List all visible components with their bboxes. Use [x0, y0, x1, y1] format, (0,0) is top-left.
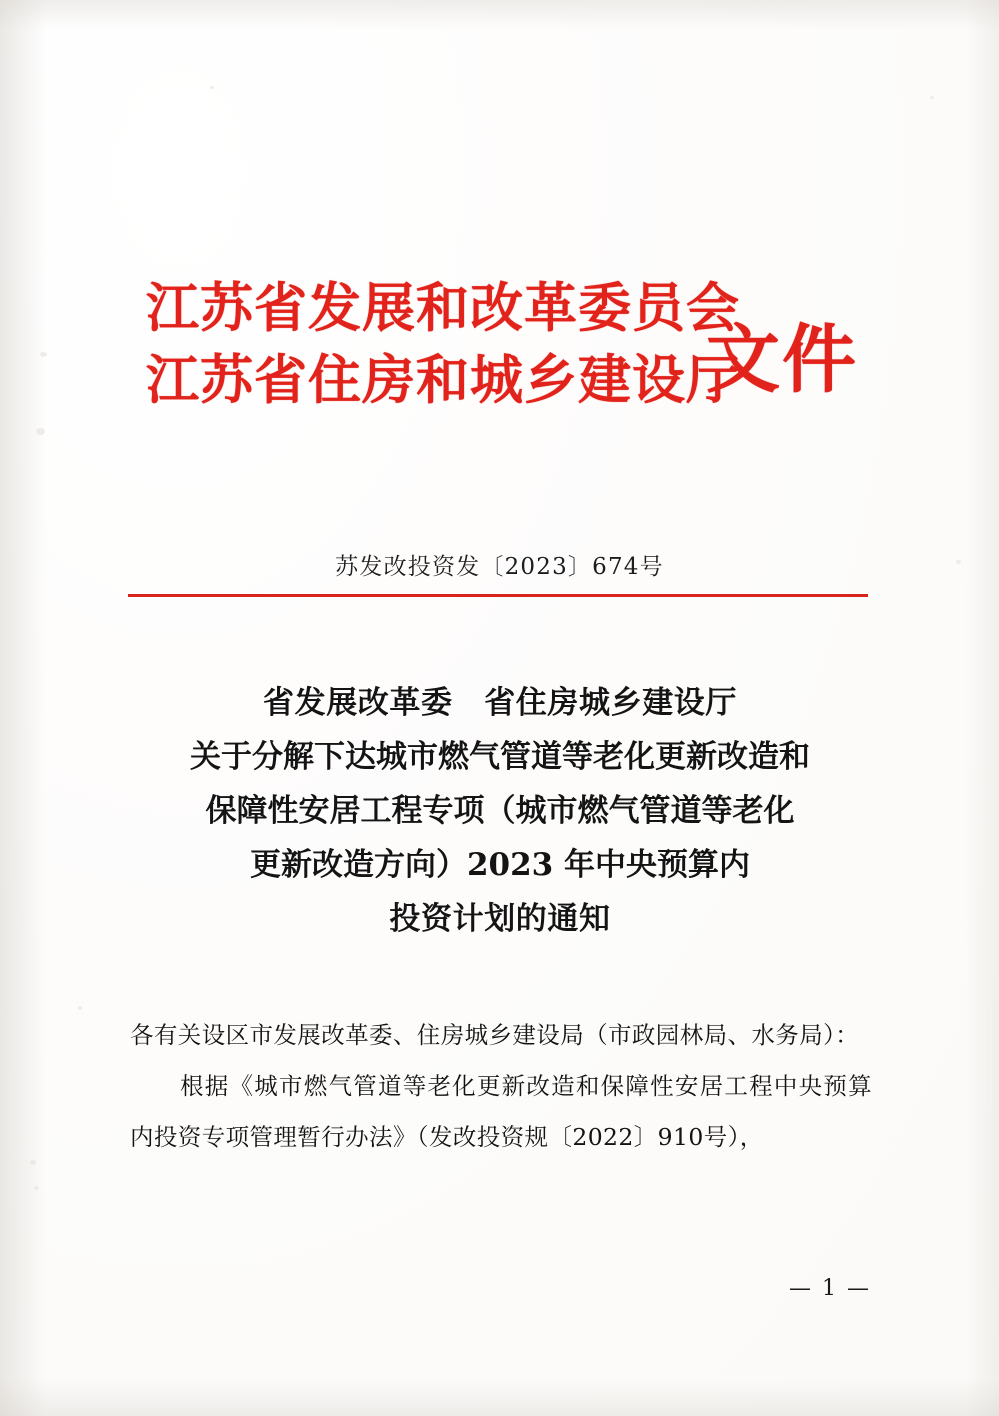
paper-speck [40, 352, 47, 357]
paper-speck [78, 1006, 82, 1010]
paper-speck [34, 1186, 39, 1190]
masthead [128, 272, 868, 462]
masthead-issuer-lines [146, 272, 740, 416]
document-body [130, 1010, 872, 1163]
masthead-line-2: 江苏省住房和城乡建设厅 [146, 349, 740, 411]
masthead-line-1: 江苏省发展和改革委员会 [146, 277, 740, 339]
title-line-3: 保障性安居工程专项（城市燃气管道等老化 [205, 793, 795, 829]
document-title [128, 676, 872, 946]
masthead-document-word: 文件 [706, 317, 858, 403]
body-paragraph-1: 根据《城市燃气管道等老化更新改造和保障性安居工程中央预算内投资专项管理暂行办法》（发改投资规〔2022〕910号）， [130, 1072, 872, 1151]
title-line-1: 省发展改革委 省住房城乡建设厅 [263, 685, 737, 721]
title-line-5: 投资计划的通知 [389, 901, 611, 937]
paper-edge-shadow-left [0, 0, 46, 1416]
paper-edge-shadow-top [0, 0, 999, 30]
paper-speck [36, 428, 45, 435]
paper-edge-shadow-bottom [0, 1378, 999, 1416]
paper-speck [30, 1160, 36, 1165]
paper-speck [930, 96, 934, 99]
title-line-2: 关于分解下达城市燃气管道等老化更新改造和 [190, 739, 810, 775]
title-line-4: 更新改造方向）2023 年中央预算内 [249, 847, 751, 883]
page-number: — 1 — [789, 1276, 871, 1301]
recipient-line: 各有关设区市发展改革委、住房城乡建设局（市政园林局、水务局）： [130, 1021, 860, 1049]
document-number: 苏发改投资发〔2023〕674号 [335, 554, 664, 580]
paper-speck [210, 86, 214, 89]
red-horizontal-rule [128, 594, 868, 597]
paper-edge-shadow-right [965, 0, 999, 1416]
